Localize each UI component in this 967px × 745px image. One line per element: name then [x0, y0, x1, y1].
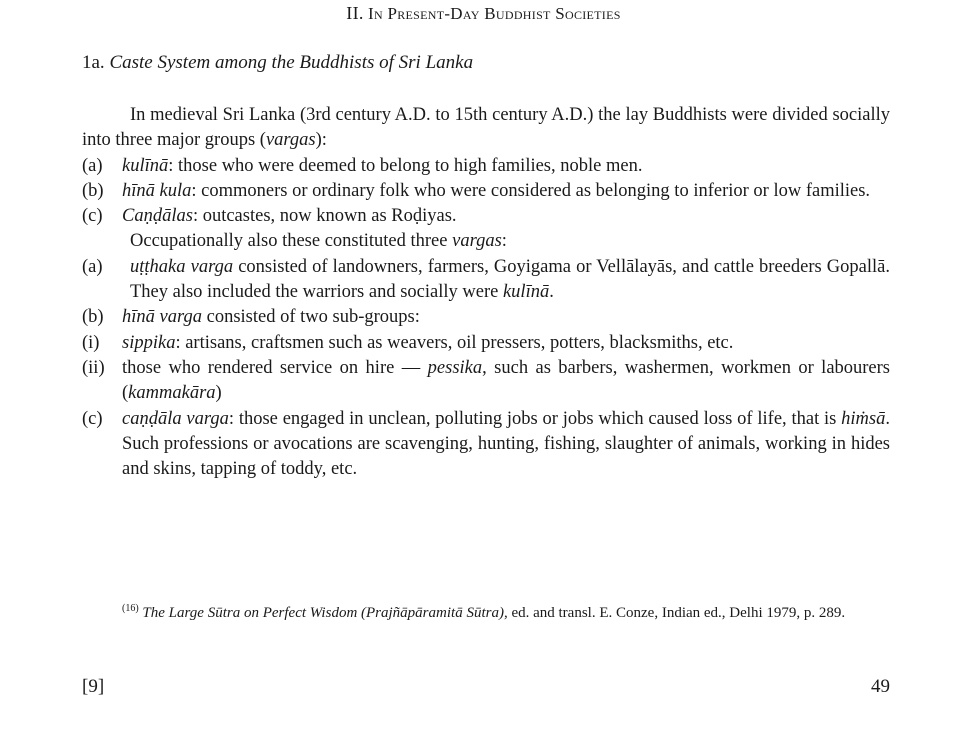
- item-label: (b): [82, 307, 104, 328]
- footer-label: [9]: [82, 676, 105, 697]
- occ-intro-after: :: [501, 231, 507, 252]
- page-number: 49: [871, 676, 890, 697]
- item-text: : artisans, craftsmen such as weavers, oil pressers, potters, blacksmiths, etc.: [175, 332, 734, 353]
- item-label: (b): [82, 180, 104, 201]
- footnote: [82, 598, 890, 624]
- item-text: : outcastes, now known as Roḍiyas.: [192, 206, 457, 227]
- item-text: , such as barbers, washermen, workmen or labourers (: [122, 357, 891, 404]
- item-term: kulīnā: [122, 155, 169, 176]
- item-term: kulīnā: [502, 282, 550, 303]
- item-term: caṇḍāla varga: [122, 408, 229, 429]
- item-text: consisted of landowners, farmers, Goyigama or Vellālayās, and cattle breeders Gopallā. They also included the warriors and socially were: [130, 256, 890, 303]
- item-text: those who rendered service on hire —: [122, 357, 428, 378]
- item-term: hiṁsā: [841, 408, 886, 429]
- header-title: In Present-Day Buddhist Societies: [367, 4, 621, 23]
- list-item: [82, 356, 890, 407]
- body-text: [82, 103, 890, 482]
- item-term: hīnā kula: [122, 180, 192, 201]
- item-text: . Such professions or avocations are scavenging, hunting, fishing, slaughter of animals, working in hides and skins, tapping of toddy, etc.: [122, 408, 890, 480]
- item-label: (a): [82, 155, 103, 176]
- intro-paragraph: [82, 103, 890, 154]
- item-term: hīnā varga: [122, 307, 202, 328]
- intro-term: vargas: [265, 130, 316, 151]
- item-text: .: [549, 282, 554, 303]
- item-term: Caṇḍālas: [122, 206, 193, 227]
- list-item: [82, 179, 890, 204]
- footnote-title: The Large Sūtra on Perfect Wisdom (Prajñāpāramitā Sūtra): [142, 605, 504, 621]
- item-label: (a): [82, 256, 103, 277]
- item-term: sippika: [122, 332, 176, 353]
- section-title: Caste System among the Buddhists of Sri Lanka: [109, 52, 474, 73]
- item-label: (i): [82, 332, 100, 353]
- item-label: (c): [82, 408, 103, 429]
- item-text: : those who were deemed to belong to high families, noble men.: [168, 155, 643, 176]
- item-text: consisted of two sub-groups:: [202, 307, 420, 328]
- item-text: : those engaged in unclean, polluting jobs or jobs which caused loss of life, that is: [228, 408, 842, 429]
- occupational-intro: [82, 229, 890, 254]
- running-header: [0, 3, 967, 24]
- item-term: kammakāra: [128, 383, 216, 404]
- item-term: uṭṭhaka varga: [130, 256, 234, 277]
- list-item: [82, 305, 890, 330]
- item-text: ): [215, 383, 222, 404]
- section-heading: [82, 52, 473, 74]
- item-label: (c): [82, 206, 103, 227]
- list-item: [82, 331, 890, 356]
- section-number: 1a.: [82, 52, 105, 73]
- list-item: [82, 204, 890, 229]
- item-label: (ii): [82, 357, 105, 378]
- item-term: pessika: [427, 357, 483, 378]
- item-text: : commoners or ordinary folk who were considered as belonging to inferior or low families.: [191, 180, 871, 201]
- header-numeral: II.: [346, 3, 364, 23]
- list-item: [82, 154, 890, 179]
- footnote-text: , ed. and transl. E. Conze, Indian ed., Delhi 1979, p. 289.: [503, 605, 846, 621]
- footnote-number: (16): [122, 603, 139, 614]
- occ-intro-term: vargas: [452, 231, 502, 252]
- list-item: [82, 407, 890, 483]
- intro-text-after: ):: [315, 130, 327, 151]
- list-item: [82, 255, 890, 306]
- occ-intro-text: Occupationally also these constituted three: [130, 231, 453, 252]
- intro-text: In medieval Sri Lanka (3rd century A.D. to 15th century A.D.) the lay Buddhists were divided socially into three major groups (: [82, 105, 890, 151]
